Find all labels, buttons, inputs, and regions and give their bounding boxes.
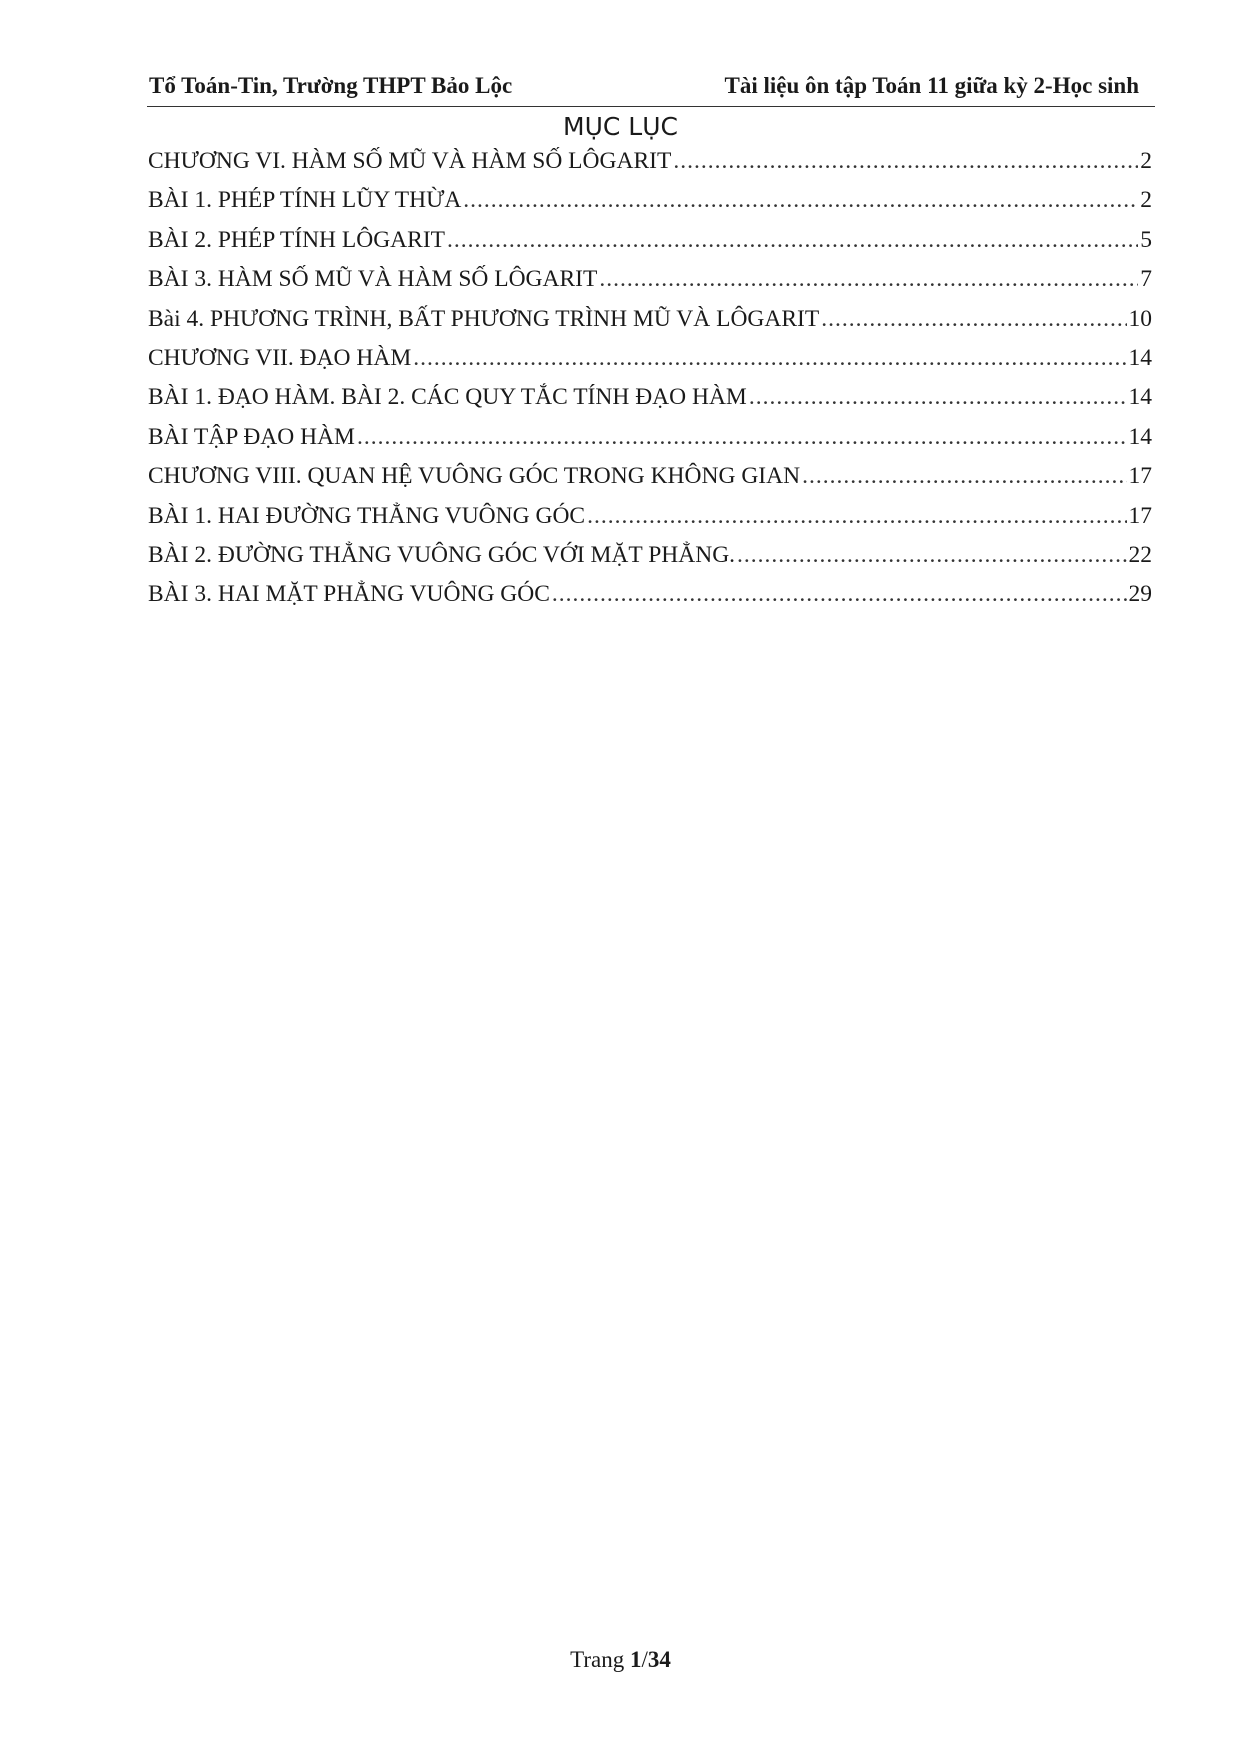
toc-dot-leader bbox=[821, 306, 1126, 333]
toc-entry[interactable] bbox=[148, 266, 1152, 305]
table-of-contents bbox=[148, 148, 1152, 621]
toc-entry-page: 29 bbox=[1128, 581, 1152, 608]
page-footer bbox=[0, 1647, 1241, 1673]
toc-dot-leader bbox=[552, 581, 1127, 608]
toc-entry-page: 22 bbox=[1128, 541, 1152, 568]
toc-entry-label: BÀI 1. ĐẠO HÀM. BÀI 2. CÁC QUY TẮC TÍNH ĐẠO HÀM bbox=[148, 384, 747, 411]
toc-dot-leader bbox=[587, 503, 1126, 530]
toc-entry-label: BÀI 1. PHÉP TÍNH LŨY THỪA bbox=[148, 187, 462, 214]
toc-entry[interactable] bbox=[148, 148, 1152, 187]
toc-dot-leader bbox=[413, 345, 1126, 372]
toc-dot-leader bbox=[357, 424, 1127, 451]
footer-page-number: 1 bbox=[629, 1647, 642, 1672]
toc-entry-page: 2 bbox=[1140, 187, 1152, 214]
toc-entry-label: BÀI TẬP ĐẠO HÀM bbox=[148, 423, 355, 450]
toc-dot-leader bbox=[463, 187, 1138, 214]
header-document-title: Tài liệu ôn tập Toán 11 giữa kỳ 2-Học sinh bbox=[724, 73, 1139, 98]
toc-entry-label: Bài 4. PHƯƠNG TRÌNH, BẤT PHƯƠNG TRÌNH MŨ VÀ LÔGARIT bbox=[148, 305, 820, 332]
toc-entry[interactable] bbox=[148, 306, 1152, 345]
toc-title: MỤC LỤC bbox=[563, 112, 678, 141]
toc-entry-label: BÀI 2. PHÉP TÍNH LÔGARIT bbox=[148, 226, 446, 253]
footer-page-total: 34 bbox=[647, 1647, 671, 1672]
toc-entry-page: 14 bbox=[1128, 384, 1152, 411]
toc-entry-label: BÀI 3. HAI MẶT PHẲNG VUÔNG GÓC bbox=[148, 581, 550, 608]
toc-entry-label: CHƯƠNG VII. ĐẠO HÀM bbox=[148, 344, 412, 371]
toc-dot-leader bbox=[749, 384, 1127, 411]
toc-entry[interactable] bbox=[148, 581, 1152, 620]
header-department: Tổ Toán-Tin, Trường THPT Bảo Lộc bbox=[149, 73, 513, 98]
toc-entry[interactable] bbox=[148, 542, 1152, 581]
toc-entry[interactable] bbox=[148, 463, 1152, 502]
footer-page-prefix: Trang bbox=[570, 1647, 625, 1672]
toc-entry-page: 14 bbox=[1128, 423, 1152, 450]
toc-dot-leader bbox=[802, 463, 1126, 490]
toc-entry[interactable] bbox=[148, 384, 1152, 423]
toc-dot-leader bbox=[673, 148, 1138, 175]
toc-entry-label: BÀI 3. HÀM SỐ MŨ VÀ HÀM SỐ LÔGARIT bbox=[148, 266, 598, 293]
toc-entry-label: BÀI 2. ĐƯỜNG THẲNG VUÔNG GÓC VỚI MẶT PHẲNG. bbox=[148, 541, 736, 568]
toc-entry[interactable] bbox=[148, 424, 1152, 463]
toc-dot-leader bbox=[447, 227, 1138, 254]
toc-entry[interactable] bbox=[148, 187, 1152, 226]
toc-entry[interactable] bbox=[148, 503, 1152, 542]
footer-separator: / bbox=[641, 1647, 648, 1672]
toc-entry-label: CHƯƠNG VI. HÀM SỐ MŨ VÀ HÀM SỐ LÔGARIT bbox=[148, 148, 672, 174]
toc-entry-page: 14 bbox=[1128, 344, 1152, 371]
toc-entry-label: CHƯƠNG VIII. QUAN HỆ VUÔNG GÓC TRONG KHÔNG GIAN bbox=[148, 463, 801, 490]
toc-dot-leader bbox=[599, 266, 1138, 293]
page-header bbox=[147, 70, 1155, 107]
toc-entry-page: 7 bbox=[1140, 266, 1152, 293]
toc-dot-leader bbox=[737, 542, 1126, 569]
toc-entry-page: 17 bbox=[1128, 502, 1152, 529]
toc-entry[interactable] bbox=[148, 227, 1152, 266]
toc-entry[interactable] bbox=[148, 345, 1152, 384]
toc-entry-page: 5 bbox=[1140, 226, 1152, 253]
toc-entry-page: 2 bbox=[1140, 148, 1152, 174]
toc-entry-page: 17 bbox=[1128, 463, 1152, 490]
toc-entry-page: 10 bbox=[1128, 305, 1152, 332]
toc-entry-label: BÀI 1. HAI ĐƯỜNG THẲNG VUÔNG GÓC bbox=[148, 502, 586, 529]
